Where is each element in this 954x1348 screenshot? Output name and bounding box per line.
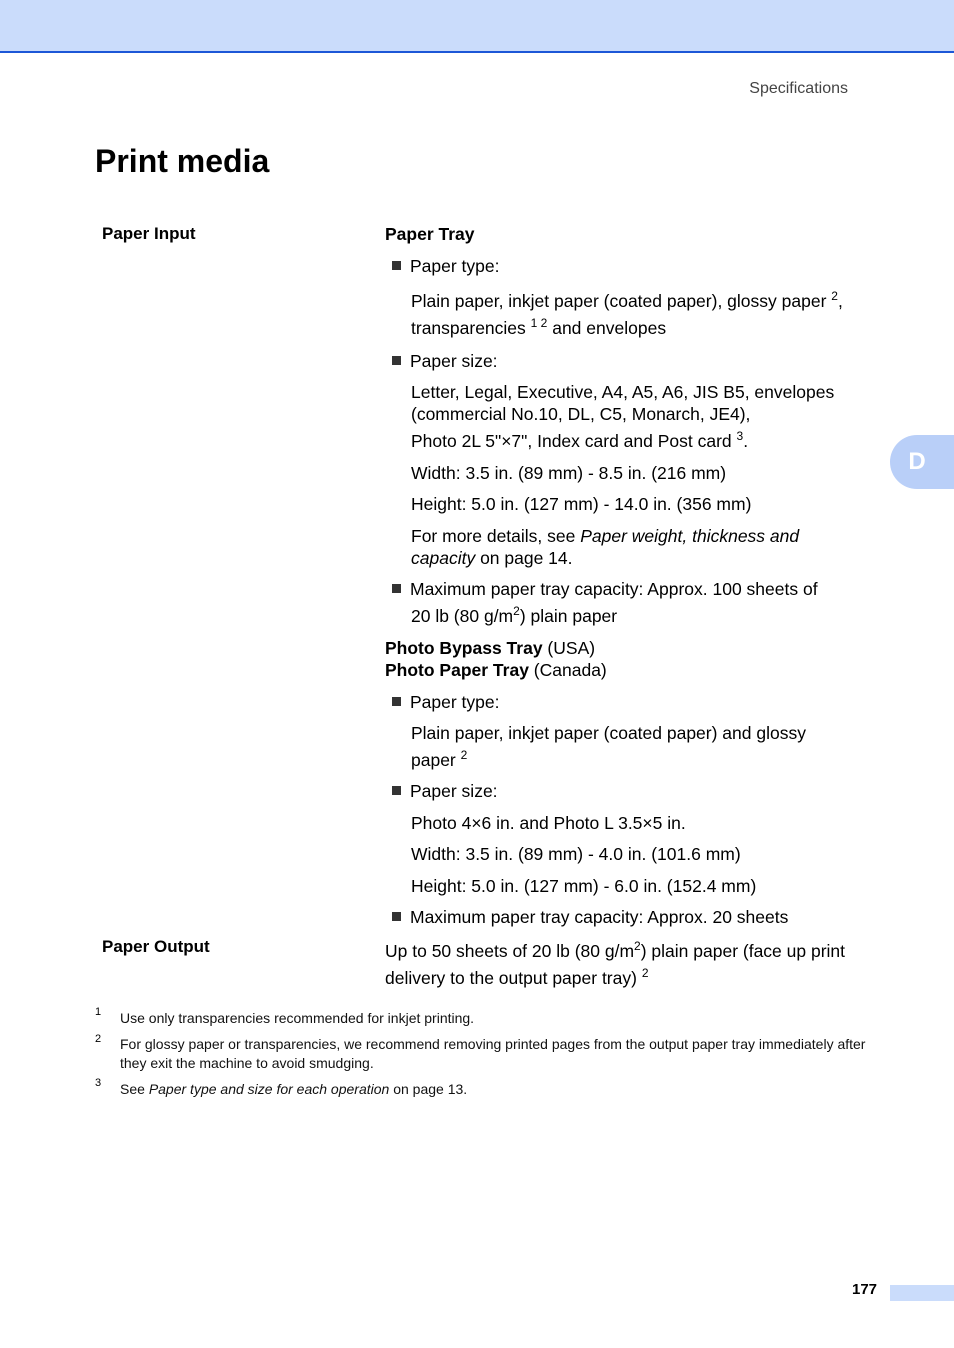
bypass-size-bullet: Paper size:	[392, 780, 872, 802]
footnote-text: Use only transparencies recommended for inkjet printing.	[120, 1010, 475, 1026]
footnote-link[interactable]: Paper type and size for each operation	[148, 1081, 390, 1097]
paper-size-line1: Letter, Legal, Executive, A4, A5, A6, JIS B5, envelopes	[411, 382, 835, 402]
details-link[interactable]: Paper weight, thickness and	[580, 526, 800, 546]
bypass-type-line2: paper $^2$	[411, 748, 468, 770]
paper-tray-heading: Paper Tray	[385, 224, 475, 244]
paper-type-bullet	[392, 255, 872, 277]
tray-capacity-bullet: Maximum paper tray capacity: Approx. 100 sheets of	[392, 578, 872, 600]
chapter-tab[interactable]	[890, 435, 954, 489]
paper-type-line2: transparencies $^{1 2}$ and envelopes	[411, 316, 667, 338]
bullet-square-icon	[392, 584, 401, 593]
page-number: 177	[852, 1281, 878, 1298]
details-reference: For more details, see Paper weight, thickness and	[411, 526, 800, 546]
paper-output-line1: Up to 50 sheets of 20 lb (80 $g/m^2$) plain paper (face up print	[385, 939, 846, 961]
footnote-text: For glossy paper or transparencies, we recommend removing printed pages from the output paper tray immediately after they exit the machine to avoid smudging.	[120, 1036, 866, 1071]
bullet-square-icon	[392, 786, 401, 795]
paper-size-line2: (commercial No.10, DL, C5, Monarch, JE4),	[411, 404, 751, 424]
paper-size-label: Paper size:	[410, 351, 498, 371]
bypass-type-bullet: Paper type:	[392, 691, 872, 713]
bypass-tray-heading: Photo Bypass Tray (USA)	[385, 638, 596, 658]
footnote-number: 3	[95, 1077, 102, 1089]
footnote-number: 1	[95, 1006, 102, 1018]
footnote-text: See Paper type and size for each operation on page 13.	[120, 1081, 468, 1097]
paper-size-bullet	[392, 350, 872, 372]
footnote-number: 2	[95, 1033, 102, 1045]
paper-size-line3: Photo 2L 5"×7", Index card and Post card $^3$.	[411, 429, 749, 451]
paper-height: Height: 5.0 in. (127 mm) - 14.0 in. (356 mm)	[411, 494, 752, 514]
photo-paper-tray-heading: Photo Paper Tray (Canada)	[385, 660, 607, 680]
chapter-tab-letter: D	[908, 448, 926, 475]
bypass-size: Photo 4×6 in. and Photo L 3.5×5 in.	[411, 813, 686, 833]
bypass-height: Height: 5.0 in. (127 mm) - 6.0 in. (152.4 mm)	[411, 876, 757, 896]
bypass-width: Width: 3.5 in. (89 mm) - 4.0 in. (101.6 mm)	[411, 844, 741, 864]
page-title: Print media	[95, 143, 270, 179]
section-header: Specifications	[749, 80, 848, 97]
bullet-square-icon	[392, 912, 401, 921]
paper-type-line1: Plain paper, inkjet paper (coated paper), glossy paper $^2$,	[411, 289, 843, 311]
bypass-capacity-bullet: Maximum paper tray capacity: Approx. 20 sheets	[392, 906, 872, 928]
paper-output-label: Paper Output	[102, 937, 210, 956]
top-header-band	[0, 0, 954, 53]
bullet-square-icon	[392, 356, 401, 365]
paper-input-label: Paper Input	[102, 224, 196, 243]
bullet-square-icon	[392, 697, 401, 706]
bottom-band	[890, 1285, 954, 1301]
paper-width: Width: 3.5 in. (89 mm) - 8.5 in. (216 mm)	[411, 463, 727, 483]
details-reference-cont: capacity on page 14.	[411, 548, 573, 568]
paper-type-label: Paper type:	[410, 256, 500, 276]
details-link-cont[interactable]: capacity	[411, 548, 476, 568]
bypass-type-line1: Plain paper, inkjet paper (coated paper) and glossy	[411, 723, 806, 743]
paper-output-line2: delivery to the output paper tray) $^2$	[385, 966, 649, 988]
bullet-square-icon	[392, 261, 401, 270]
tray-capacity-line2: 20 lb (80 $g/m^2$) plain paper	[411, 604, 618, 626]
